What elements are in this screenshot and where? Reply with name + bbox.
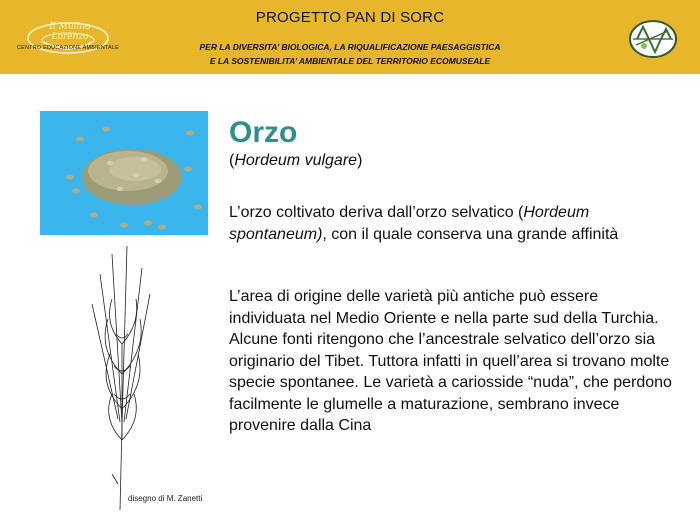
- page-title: Orzo: [229, 116, 298, 149]
- mulino-logo: [16, 12, 120, 62]
- project-subtitle-line1: PER LA DIVERSITA’ BIOLOGICA, LA RIQUALIFICAZIONE PAESAGGISTICA: [199, 42, 501, 52]
- barley-grains-image: [40, 111, 208, 235]
- header-banner: [0, 0, 700, 74]
- ecomuseum-logo-icon: [628, 19, 678, 59]
- paragraph1-text-start: L’orzo coltivato deriva dall’orzo selvatico (: [229, 204, 524, 221]
- drawing-credit: disegno di M. Zanetti: [128, 494, 203, 503]
- project-title: PROGETTO PAN DI SORC: [255, 9, 445, 26]
- project-subtitle-line2: E LA SOSTENIBILITA’ AMBIENTALE DEL TERRITORIO ECOMUSEALE: [209, 56, 491, 66]
- paragraph1-text-end: , con il quale conserva una grande affinità: [322, 225, 619, 243]
- barley-grains-photo: [40, 111, 208, 235]
- paragraph-origin-area: L’area di origine delle varietà più antiche può essere individuata nel Medio Oriente e nella parte sud della Turchia. Alcune fonti ritengono che l’ancestrale selvatico dell’orzo sia originario del Tibet. Tuttora infatti in quell’area si trovano molte specie spontanee. Le varietà a cariosside “nuda”, che perdono facilmente le glumelle a maturazione, sembrano invece provenire dalla Cina: [229, 288, 672, 434]
- scientific-name-text: Hordeum vulgare: [234, 152, 358, 169]
- mulino-logo-caption: CENTRO EDUCAZIONE AMBIENTALE: [16, 45, 120, 51]
- paragraph1-italic-name: Hordeum spontaneum): [229, 204, 590, 243]
- scientific-name: (Hordeum vulgare): [229, 152, 363, 169]
- barley-ear-drawing: [82, 244, 162, 512]
- mulino-logo-script: Il Mulino Lorenzo: [49, 22, 91, 42]
- paragraph-origin-wild: [229, 202, 679, 245]
